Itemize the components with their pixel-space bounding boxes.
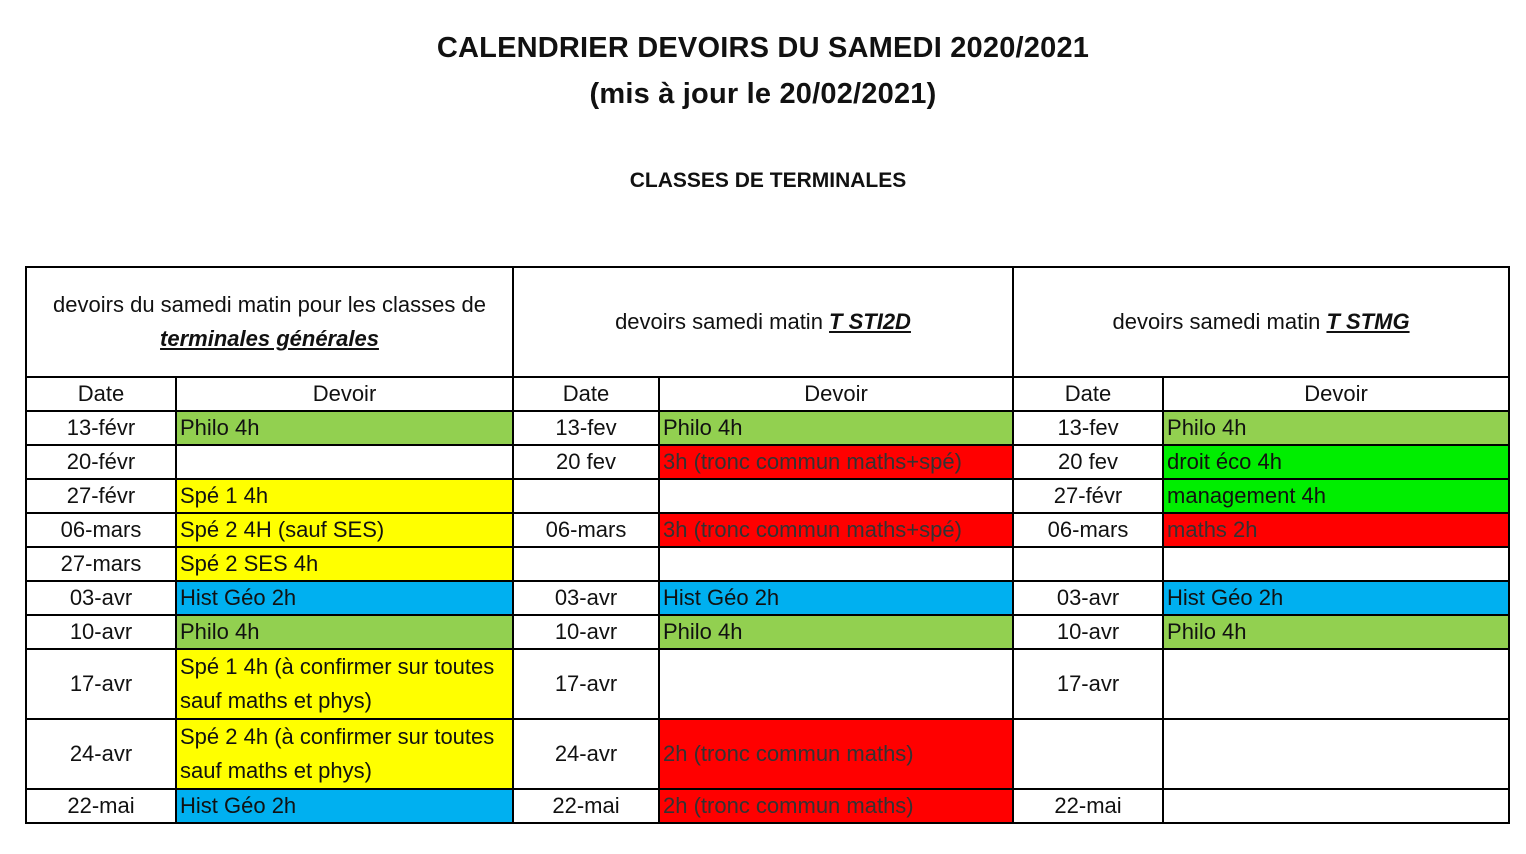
group-header-generales xyxy=(26,267,513,377)
devoir-cell: 2h (tronc commun maths) xyxy=(659,789,1013,823)
table-row xyxy=(26,513,1509,547)
devoir-cell: Spé 2 4H (sauf SES) xyxy=(176,513,513,547)
date-cell xyxy=(513,479,659,513)
table-row xyxy=(26,581,1509,615)
date-cell: 27-févr xyxy=(1013,479,1163,513)
table-row xyxy=(26,445,1509,479)
group-label: devoirs du samedi matin pour les classes de xyxy=(53,292,486,317)
date-cell: 17-avr xyxy=(26,649,176,719)
devoir-cell xyxy=(1163,547,1509,581)
date-cell: 22-mai xyxy=(1013,789,1163,823)
devoir-cell: Hist Géo 2h xyxy=(176,789,513,823)
devoir-cell: Hist Géo 2h xyxy=(659,581,1013,615)
devoir-cell xyxy=(659,479,1013,513)
date-cell: 20 fev xyxy=(513,445,659,479)
devoir-cell: Philo 4h xyxy=(176,411,513,445)
date-cell: 10-avr xyxy=(1013,615,1163,649)
table-row xyxy=(26,547,1509,581)
column-header-devoir: Devoir xyxy=(659,377,1013,411)
devoir-cell xyxy=(1163,789,1509,823)
schedule-table xyxy=(25,266,1510,824)
devoir-cell: 2h (tronc commun maths) xyxy=(659,719,1013,789)
devoir-cell xyxy=(1163,719,1509,789)
devoir-cell: management 4h xyxy=(1163,479,1509,513)
table-row xyxy=(26,789,1509,823)
devoir-cell: Spé 2 SES 4h xyxy=(176,547,513,581)
devoir-cell xyxy=(659,649,1013,719)
table-row xyxy=(26,411,1509,445)
date-cell: 13-fev xyxy=(1013,411,1163,445)
date-cell xyxy=(1013,547,1163,581)
date-cell: 22-mai xyxy=(513,789,659,823)
column-header-date: Date xyxy=(26,377,176,411)
devoir-cell: Hist Géo 2h xyxy=(176,581,513,615)
date-cell: 24-avr xyxy=(26,719,176,789)
devoir-cell: 3h (tronc commun maths+spé) xyxy=(659,445,1013,479)
date-cell: 03-avr xyxy=(1013,581,1163,615)
update-date: (mis à jour le 20/02/2021) xyxy=(589,78,937,110)
date-cell: 06-mars xyxy=(1013,513,1163,547)
devoir-cell: Spé 2 4h (à confirmer sur toutes sauf maths et phys) xyxy=(176,719,513,789)
devoir-cell: maths 2h xyxy=(1163,513,1509,547)
devoir-cell: 3h (tronc commun maths+spé) xyxy=(659,513,1013,547)
group-label-emphasis: T STMG xyxy=(1326,309,1410,334)
column-header-date: Date xyxy=(1013,377,1163,411)
date-cell: 27-mars xyxy=(26,547,176,581)
date-cell: 13-févr xyxy=(26,411,176,445)
date-cell: 17-avr xyxy=(513,649,659,719)
date-cell: 06-mars xyxy=(513,513,659,547)
table-row xyxy=(26,479,1509,513)
group-label: devoirs samedi matin xyxy=(615,309,830,334)
devoir-cell xyxy=(176,445,513,479)
devoir-cell: Philo 4h xyxy=(1163,411,1509,445)
date-cell: 13-fev xyxy=(513,411,659,445)
page-title: CALENDRIER DEVOIRS DU SAMEDI 2020/2021 xyxy=(436,32,1090,64)
column-header-date: Date xyxy=(513,377,659,411)
date-cell: 03-avr xyxy=(26,581,176,615)
section-title: CLASSES DE TERMINALES xyxy=(629,169,907,192)
date-cell: 27-févr xyxy=(26,479,176,513)
devoir-cell: Philo 4h xyxy=(176,615,513,649)
date-cell: 10-avr xyxy=(513,615,659,649)
date-cell: 06-mars xyxy=(26,513,176,547)
group-label-emphasis: terminales générales xyxy=(160,326,379,351)
devoir-cell xyxy=(659,547,1013,581)
date-cell: 20-févr xyxy=(26,445,176,479)
group-header-row xyxy=(26,267,1509,377)
date-cell: 24-avr xyxy=(513,719,659,789)
group-header-sti2d xyxy=(513,267,1013,377)
devoir-cell: Philo 4h xyxy=(659,411,1013,445)
column-header-row xyxy=(26,377,1509,411)
table-row xyxy=(26,649,1509,719)
table-row xyxy=(26,719,1509,789)
devoir-cell xyxy=(1163,649,1509,719)
devoir-cell: Hist Géo 2h xyxy=(1163,581,1509,615)
date-cell: 03-avr xyxy=(513,581,659,615)
devoir-cell: Philo 4h xyxy=(1163,615,1509,649)
devoir-cell: Spé 1 4h xyxy=(176,479,513,513)
date-cell xyxy=(513,547,659,581)
date-cell: 20 fev xyxy=(1013,445,1163,479)
group-label-emphasis: T STI2D xyxy=(829,309,911,334)
table-row xyxy=(26,615,1509,649)
devoir-cell: droit éco 4h xyxy=(1163,445,1509,479)
date-cell: 10-avr xyxy=(26,615,176,649)
devoir-cell: Philo 4h xyxy=(659,615,1013,649)
date-cell xyxy=(1013,719,1163,789)
column-header-devoir: Devoir xyxy=(176,377,513,411)
date-cell: 17-avr xyxy=(1013,649,1163,719)
date-cell: 22-mai xyxy=(26,789,176,823)
column-header-devoir: Devoir xyxy=(1163,377,1509,411)
devoir-cell: Spé 1 4h (à confirmer sur toutes sauf maths et phys) xyxy=(176,649,513,719)
group-header-stmg xyxy=(1013,267,1509,377)
group-label: devoirs samedi matin xyxy=(1112,309,1327,334)
